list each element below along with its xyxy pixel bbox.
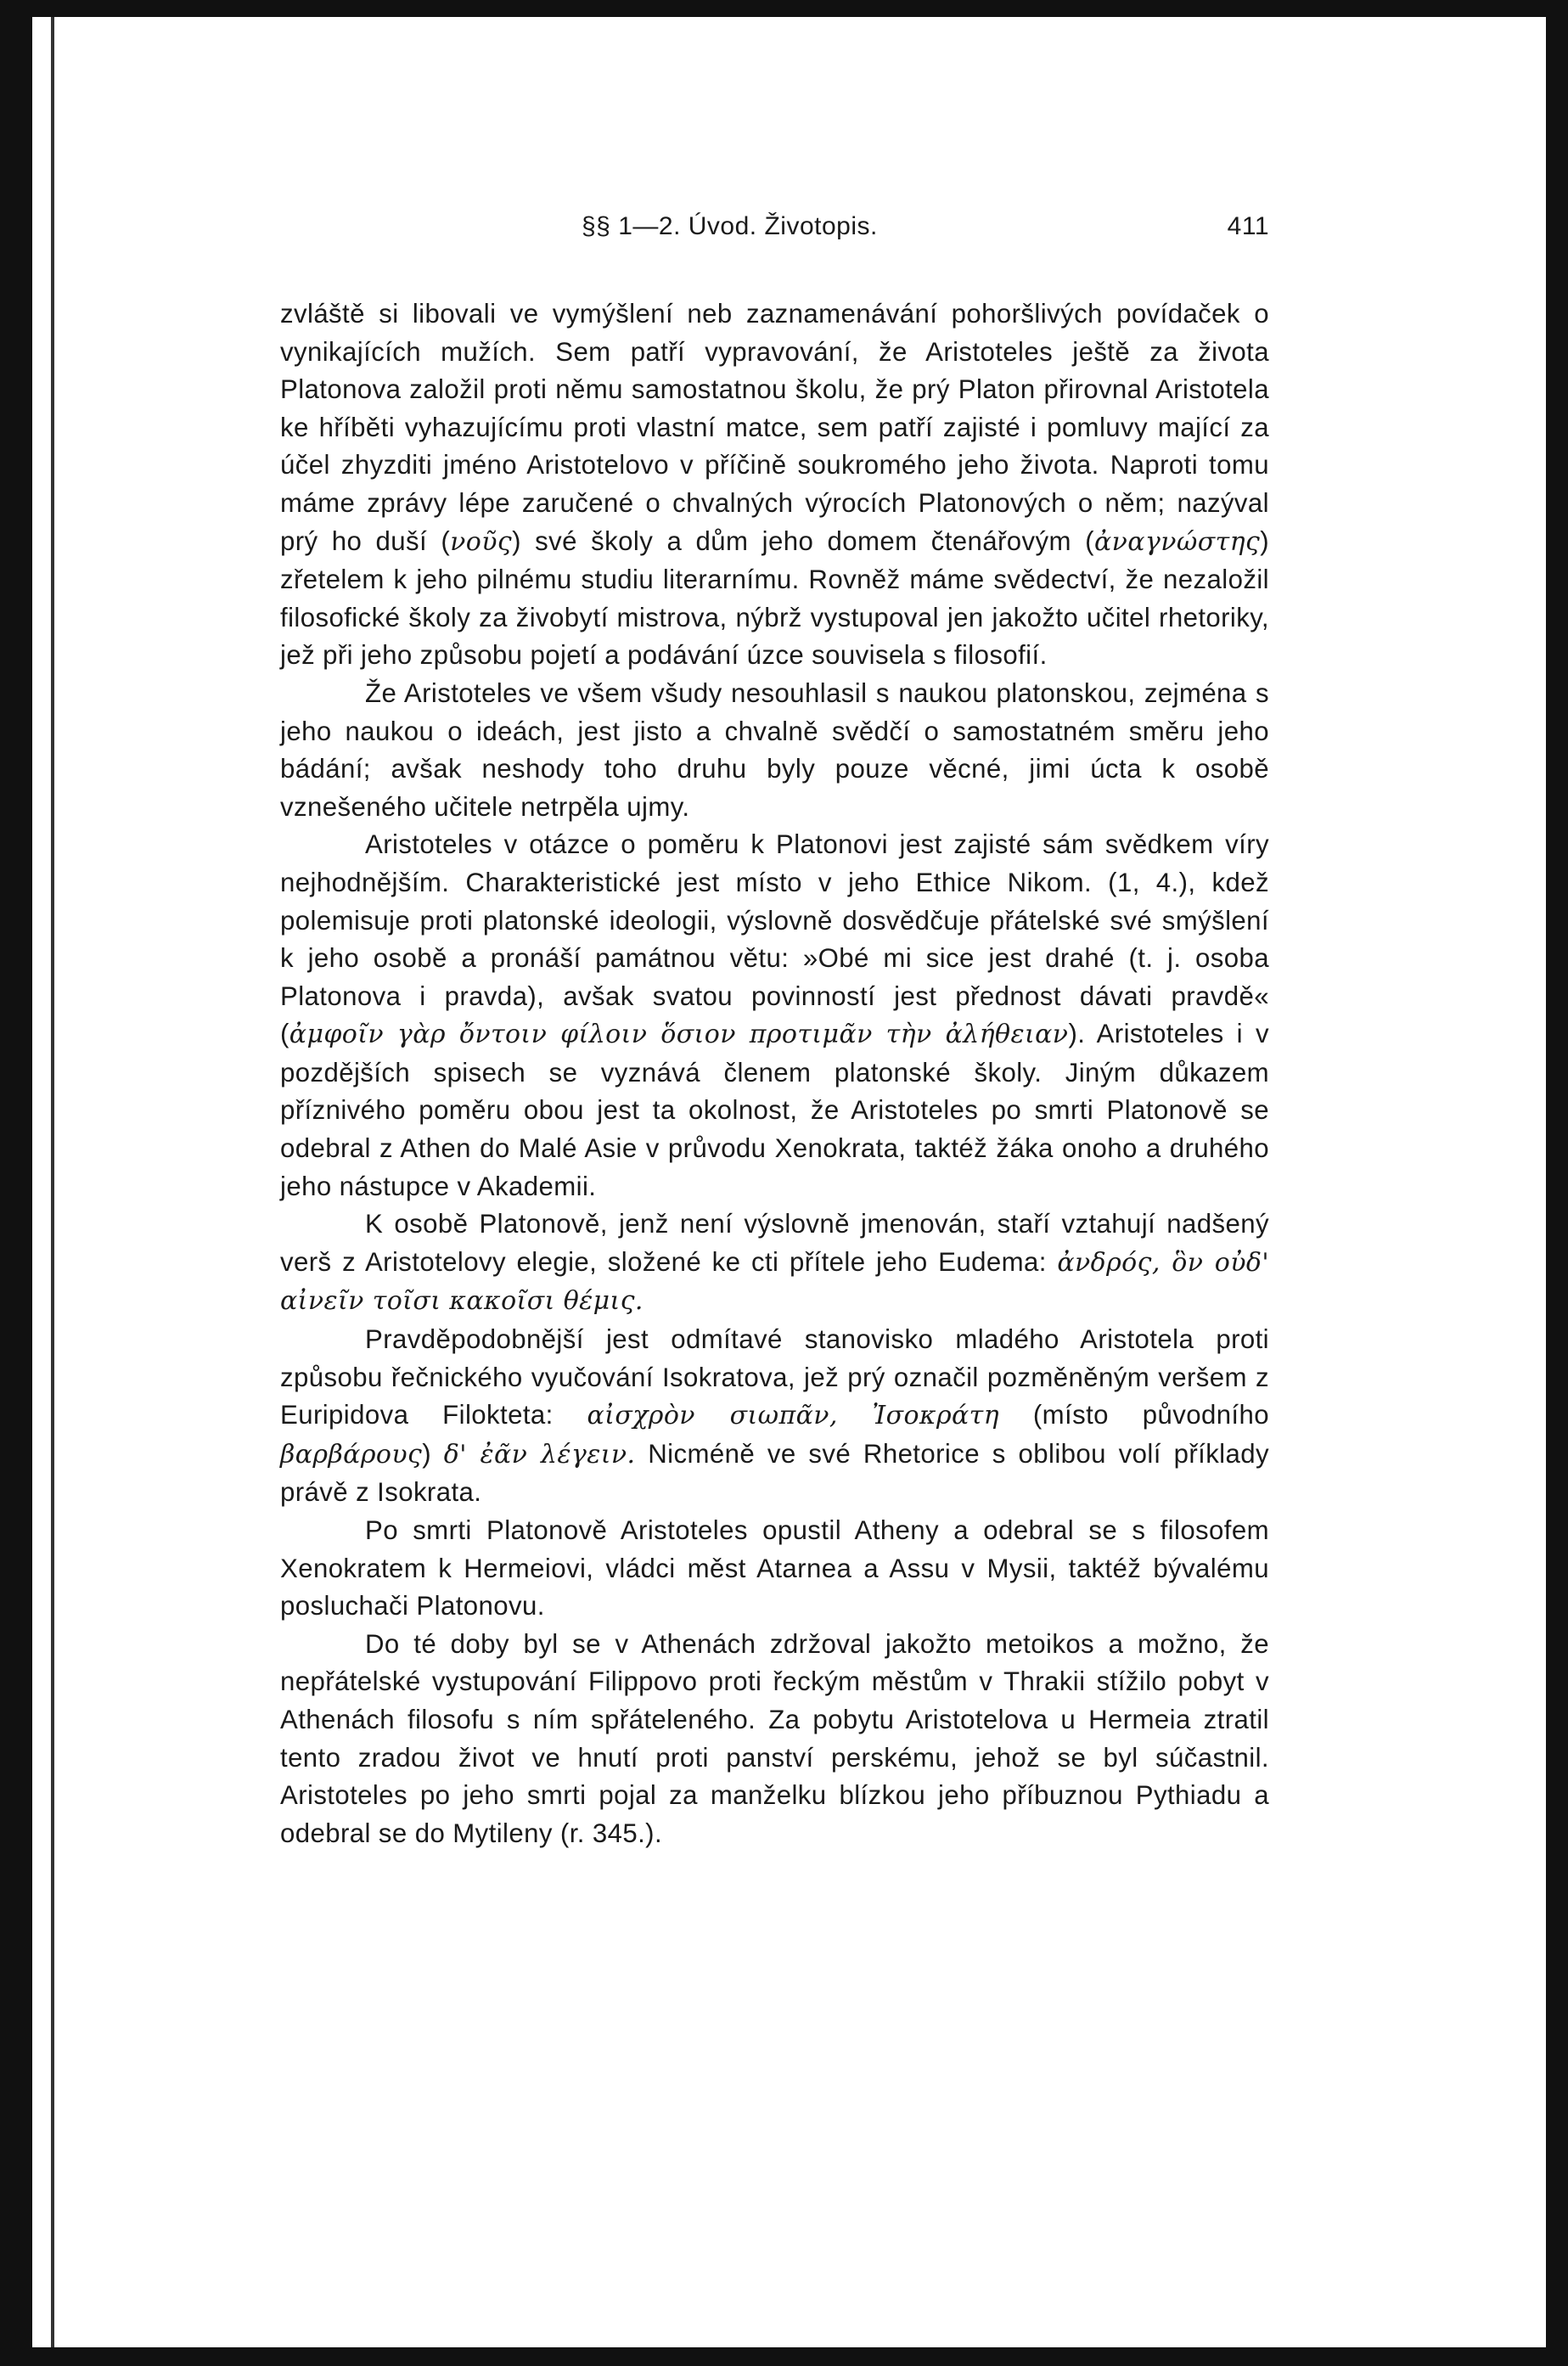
paragraph-7 (280, 1626, 1269, 1853)
running-header (280, 204, 1269, 255)
page-number: 411 (1227, 212, 1269, 240)
greek-quote: δ' ἐᾶν λέγειν. (443, 1439, 636, 1470)
paragraph-text: ) své školy a dům jeho domem čtenářovým ( (512, 525, 1094, 556)
paragraph-text: Nicméně ve své Rhetorice s oblibou volí příklady právě z Isokrata. (280, 1438, 1269, 1508)
scan-border-right (1546, 0, 1568, 2366)
greek-quote: αἰσχρὸν σιωπᾶν, Ἰσοκράτη (587, 1401, 1000, 1431)
paragraph-text: Pravděpodobnější jest odmítavé stanovisko mladého Aristotela proti způsobu řečnického vyučování Isokratova, jež prý označil pozměněným veršem z Euripidova Filokteta: (280, 1324, 1269, 1430)
binding-edge-line (51, 17, 54, 2347)
paragraph-text: Aristoteles v otázce o poměru k Platonovi jest zajisté sám svědkem víry nejhodnějším. Charakteristické jest místo v jeho Ethice Nikom. (1, 4.), kdež polemisuje proti platonské ideologii, výslovně dosvědčuje přátelské své smýšlení k jeho osobě a pronáší památnou větu: »Obé mi sice jest drahé (t. j. osoba Platonova i pravda), avšak svatou povinností jest přednost dávati pravdě« ( (280, 829, 1269, 1049)
paragraph-text: (místo původního (999, 1400, 1269, 1430)
header-title: §§ 1—2. Úvod. Životopis. (582, 212, 878, 240)
greek-quote: ἀνδρός, ὃν οὐδ' αἰνεῖν τοῖσι κακοῖσι θέμις. (280, 1247, 1269, 1317)
paragraph-4 (280, 1205, 1269, 1321)
greek-quote: βαρβάρους (280, 1439, 423, 1470)
greek-quote: ἀναγνώστης (1093, 526, 1261, 557)
body-text (280, 295, 1269, 1852)
paragraph-text: ) zřetelem k jeho pilnému studiu literarnímu. Rovněž máme svědectví, že nezaložil filosofické školy za živobytí mistrova, nýbrž vystupoval jen jakožto učitel rhetoriky, jež při jeho způsobu pojetí a podávání úzce souvisela s filosofií. (280, 525, 1269, 671)
paragraph-text: K osobě Platonově, jenž není výslovně jmenován, staří vztahují nadšený verš z Aristotelovy elegie, složené ke cti přítele jeho Eudema: (280, 1209, 1269, 1277)
scan-border-bottom (0, 2347, 1568, 2366)
paragraph-2 (280, 675, 1269, 826)
paragraph-5 (280, 1321, 1269, 1512)
paragraph-3 (280, 826, 1269, 1205)
greek-quote: νοῦς (450, 526, 513, 557)
paragraph-1 (280, 295, 1269, 675)
paragraph-text: ). Aristoteles i v pozdějších spisech se vyznává členem platonské školy. Jiným důkazem příznivého poměru obou jest ta okolnost, že Aristoteles po smrti Platonově se odebral z Athen do Malé Asie v průvodu Xenokrata, taktéž žáka onoho a druhého jeho nástupce v Akademii. (280, 1019, 1269, 1201)
paragraph-text: zvláště si libovali ve vymýšlení neb zaznamenávání pohoršlivých povídaček o vynikajících mužích. Sem patří vypravování, že Aristoteles ještě za života Platonova založil proti němu samostatnou školu, že prý Platon přirovnal Aristotela ke hříběti vyhazujícímu proti vlastní matce, sem patří zajisté i pomluvy mající za účel zhyzditi jméno Aristotelovo v příčině soukromého jeho života. Naproti tomu máme zprávy lépe zaručené o chvalných výrocích Platonových o něm; nazýval prý ho duší ( (280, 299, 1269, 556)
scan-border-top (0, 0, 1568, 17)
page-content (280, 204, 1269, 1852)
paragraph-text: Do té doby byl se v Athenách zdržoval jakožto metoikos a možno, že nepřátelské vystupování Filippovo proti řeckým městům v Thrakii stížilo pobyt v Athenách filosofu s ním spřáteleného. Za pobytu Aristotelova u Hermeia ztratil tento zradou život ve hnutí proti panství perskému, jehož se byl súčastnil. Aristoteles po jeho smrti pojal za manželku blízkou jeho příbuznou Pythiadu a odebral se do Mytileny (r. 345.). (280, 1628, 1269, 1848)
scan-border-left (0, 0, 32, 2366)
paragraph-text: Po smrti Platonově Aristoteles opustil Atheny a odebral se s filosofem Xenokratem k Hermeiovi, vládci měst Atarnea a Assu v Mysii, taktéž bývalému posluchači Platonovu. (280, 1515, 1269, 1621)
paragraph-6 (280, 1512, 1269, 1626)
paragraph-text: Že Aristoteles ve všem všudy nesouhlasil s naukou platonskou, zejména s jeho naukou o ideách, jest jisto a chvalně svědčí o samostatném směru jeho bádání; avšak neshody toho druhu byly pouze věcné, jimi úcta k osobě vznešeného učitele netrpěla ujmy. (280, 677, 1269, 822)
greek-quote: ἀμφοῖν γὰρ ὄντοιν φίλοιν ὅσιον προτιμᾶν τὴν ἀλήθειαν (289, 1020, 1069, 1050)
paragraph-text: ) (422, 1438, 444, 1469)
